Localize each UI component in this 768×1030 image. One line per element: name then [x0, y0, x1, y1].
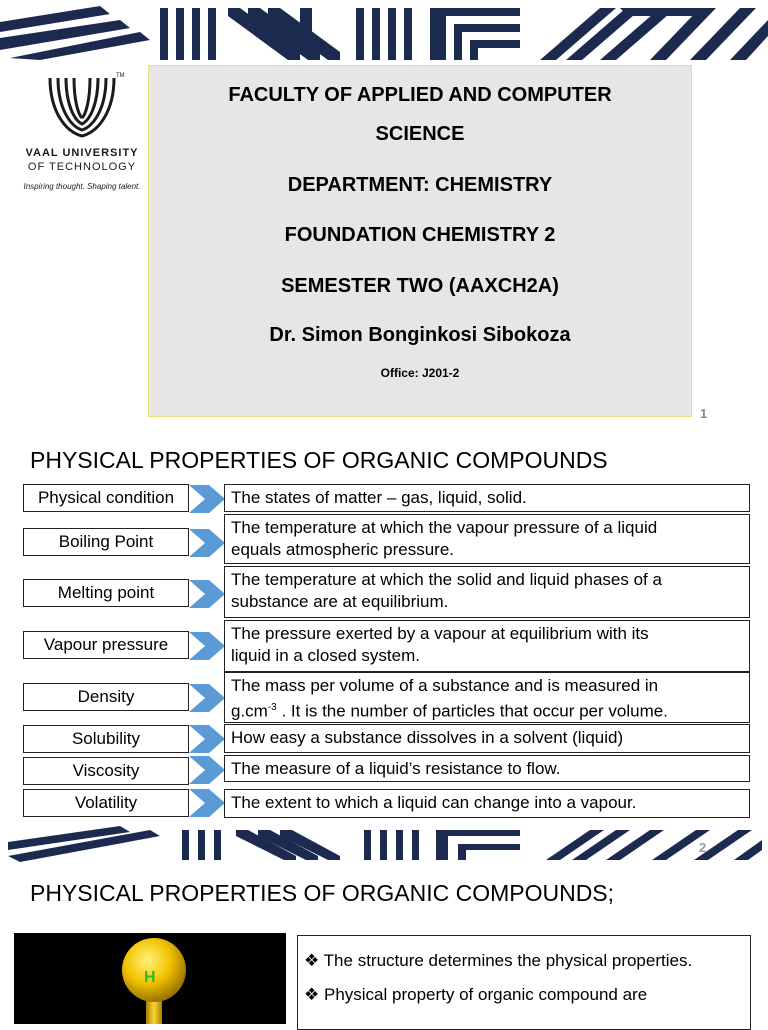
desc-vapour-pressure	[224, 620, 750, 672]
label-melting-point: Melting point	[23, 579, 189, 607]
course-line: FOUNDATION CHEMISTRY 2	[284, 224, 556, 246]
desc-melting-point	[224, 566, 750, 618]
desc-boiling-point	[224, 514, 750, 564]
semester-line: SEMESTER TWO (AAXCH2A)	[281, 275, 559, 297]
label-vapour-pressure: Vapour pressure	[23, 631, 189, 659]
density-unit: g.cm	[231, 701, 268, 721]
page-number-1: 1	[700, 406, 708, 421]
chevron-right-icon	[189, 684, 225, 712]
zigzag-pattern-icon	[0, 0, 768, 60]
office-line: Office: J201-2	[380, 366, 460, 380]
bullet-text: Physical property of organic compound are	[323, 985, 648, 1004]
title-slide-box	[148, 65, 692, 417]
logo-name-line2: OF TECHNOLOGY	[27, 161, 137, 173]
slide2-title: PHYSICAL PROPERTIES OF ORGANIC COMPOUNDS	[30, 447, 608, 473]
faculty-line2: SCIENCE	[375, 123, 465, 145]
label-volatility: Volatility	[23, 789, 189, 817]
top-pattern-banner	[0, 0, 768, 60]
chevron-right-icon	[189, 756, 225, 784]
atom-label: H	[144, 969, 156, 986]
diamond-bullet-icon: ❖	[304, 951, 320, 970]
desc-solubility	[224, 724, 750, 753]
density-exponent: -3	[267, 702, 277, 713]
department-line: DEPARTMENT: CHEMISTRY	[287, 174, 553, 196]
bullet-item	[304, 950, 744, 972]
page-number-2: 2	[699, 840, 707, 855]
density-rest: . It is the number of particles that occur per volume.	[276, 701, 668, 721]
desc-physical-condition	[224, 484, 750, 512]
label-boiling-point: Boiling Point	[23, 528, 189, 556]
label-physical-condition: Physical condition	[23, 484, 189, 512]
chevron-right-icon	[189, 725, 225, 753]
zigzag-pattern-icon	[0, 826, 768, 862]
properties-bullet-box	[297, 935, 751, 1030]
desc-line: The pressure exerted by a vapour at equilibrium with its	[231, 624, 649, 643]
logo-name-line1: VAAL UNIVERSITY	[25, 147, 139, 159]
diamond-bullet-icon: ❖	[304, 985, 320, 1004]
faculty-line1: FACULTY OF APPLIED AND COMPUTER	[228, 84, 612, 106]
desc-line: The temperature at which the vapour pressure of a liquid	[231, 518, 658, 537]
desc-line: The measure of a liquid’s resistance to flow.	[231, 759, 561, 778]
chevron-right-icon	[189, 789, 225, 817]
middle-pattern-banner	[0, 826, 768, 862]
desc-volatility	[224, 789, 750, 818]
desc-line: The mass per volume of a substance and is measured in	[231, 676, 659, 695]
label-density: Density	[23, 683, 189, 711]
desc-density	[224, 672, 750, 723]
chevron-right-icon	[189, 529, 225, 557]
trademark-mark: TM	[116, 73, 125, 79]
slide3-title: PHYSICAL PROPERTIES OF ORGANIC COMPOUNDS;	[30, 880, 615, 906]
lecturer-line: Dr. Simon Bonginkosi Sibokoza	[269, 324, 571, 346]
desc-line: equals atmospheric pressure.	[231, 540, 455, 559]
desc-line: The states of matter – gas, liquid, solid.	[231, 488, 527, 507]
logo-tagline: Inspiring thought. Shaping talent.	[23, 182, 141, 191]
desc-line: The extent to which a liquid can change into a vapour.	[231, 793, 637, 812]
desc-line: substance are at equilibrium.	[231, 592, 449, 611]
desc-line: How easy a substance dissolves in a solvent (liquid)	[231, 728, 624, 747]
desc-viscosity	[224, 755, 750, 782]
chevron-right-icon	[189, 580, 225, 608]
bullet-item	[304, 984, 744, 1006]
label-solubility: Solubility	[23, 725, 189, 753]
desc-line-units	[231, 697, 743, 723]
chevron-right-icon	[189, 632, 225, 660]
desc-line: liquid in a closed system.	[231, 646, 420, 665]
molecule-image-panel	[14, 933, 286, 1024]
label-viscosity: Viscosity	[23, 757, 189, 785]
chevron-right-icon	[189, 485, 225, 513]
bullet-text: The structure determines the physical properties.	[323, 951, 693, 970]
desc-line: The temperature at which the solid and liquid phases of a	[231, 570, 662, 589]
university-crest-icon	[44, 72, 120, 140]
